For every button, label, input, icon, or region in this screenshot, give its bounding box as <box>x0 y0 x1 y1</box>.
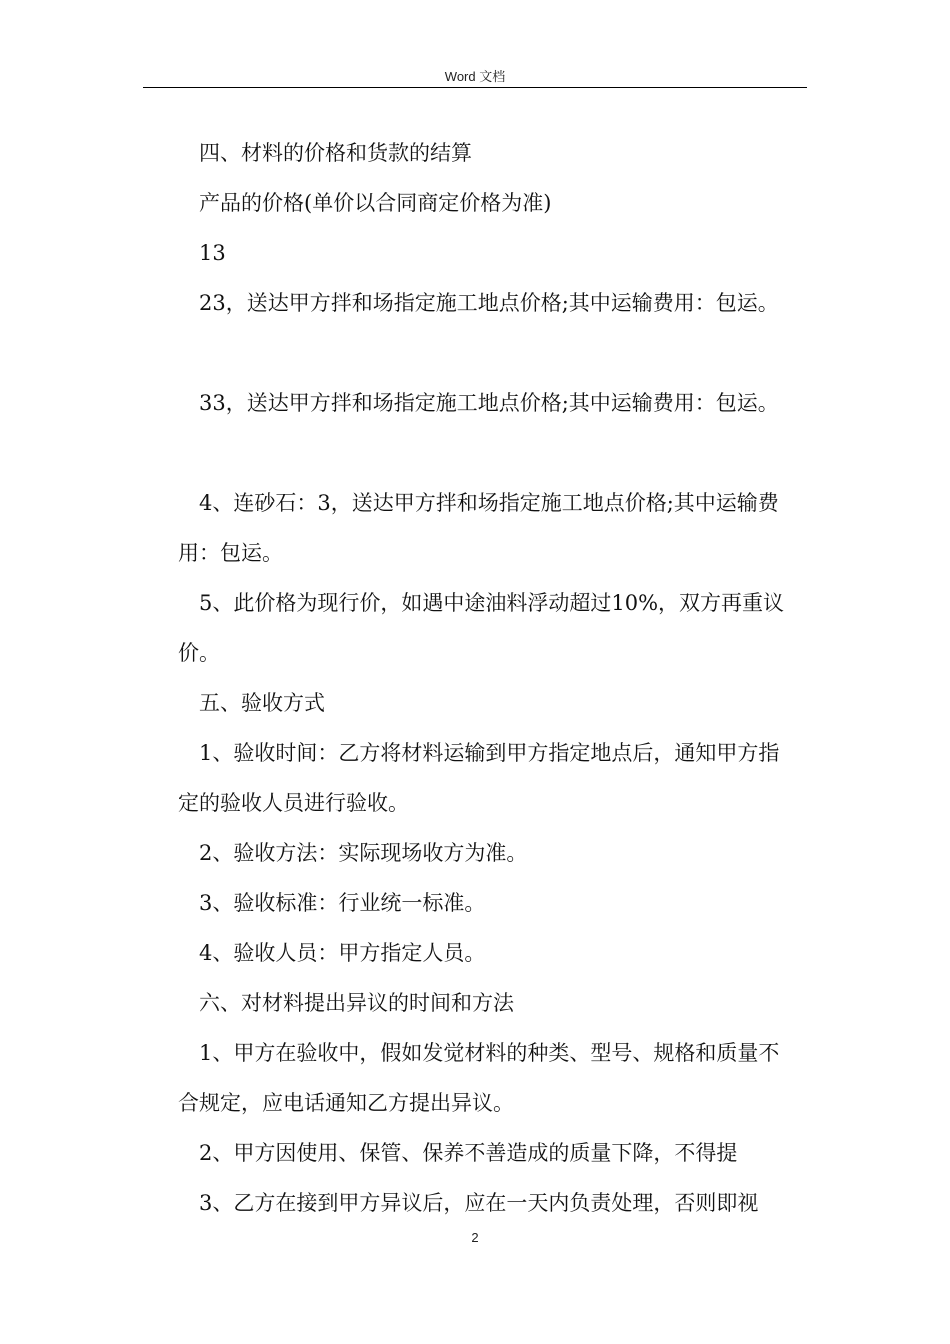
header-divider <box>143 87 807 88</box>
paragraph-objection-2: 2、甲方因使用、保管、保养不善造成的质量下降，不得提 <box>199 1141 738 1165</box>
paragraph-objection-3: 3、乙方在接到甲方异议后，应在一天内负责处理，否则即视 <box>199 1191 759 1215</box>
document-body <box>178 128 798 1228</box>
paragraph-acceptance-standard: 3、验收标准：行业统一标准。 <box>199 891 486 915</box>
paragraph-acceptance-time: 1、验收时间：乙方将材料运输到甲方指定地点后，通知甲方指定的验收人员进行验收。 <box>178 741 780 815</box>
paragraph-item-5: 5、此价格为现行价，如遇中途油料浮动超过10%，双方再重议价。 <box>178 591 785 665</box>
section-heading-objection: 六、对材料提出异议的时间和方法 <box>199 991 514 1015</box>
paragraph-item-3: 33，送达甲方拌和场指定施工地点价格;其中运输费用：包运。 <box>199 391 779 415</box>
paragraph-acceptance-method: 2、验收方法：实际现场收方为准。 <box>199 841 528 865</box>
paragraph-product-price: 产品的价格(单价以合同商定价格为准) <box>199 191 552 215</box>
paragraph-objection-1: 1、甲方在验收中，假如发觉材料的种类、型号、规格和质量不合规定，应电话通知乙方提出异议。 <box>178 1041 780 1115</box>
page-header: Word 文档 <box>444 69 506 84</box>
paragraph-item-4: 4、连砂石：3，送达甲方拌和场指定施工地点价格;其中运输费用：包运。 <box>178 491 779 565</box>
paragraph-acceptance-personnel: 4、验收人员：甲方指定人员。 <box>199 941 486 965</box>
section-heading-price: 四、材料的价格和货款的结算 <box>199 141 472 165</box>
section-heading-acceptance: 五、验收方式 <box>199 691 325 715</box>
paragraph-item-2: 23，送达甲方拌和场指定施工地点价格;其中运输费用：包运。 <box>199 291 779 315</box>
paragraph-item-1: 13 <box>199 241 226 265</box>
page-number: 2 <box>471 1230 479 1245</box>
